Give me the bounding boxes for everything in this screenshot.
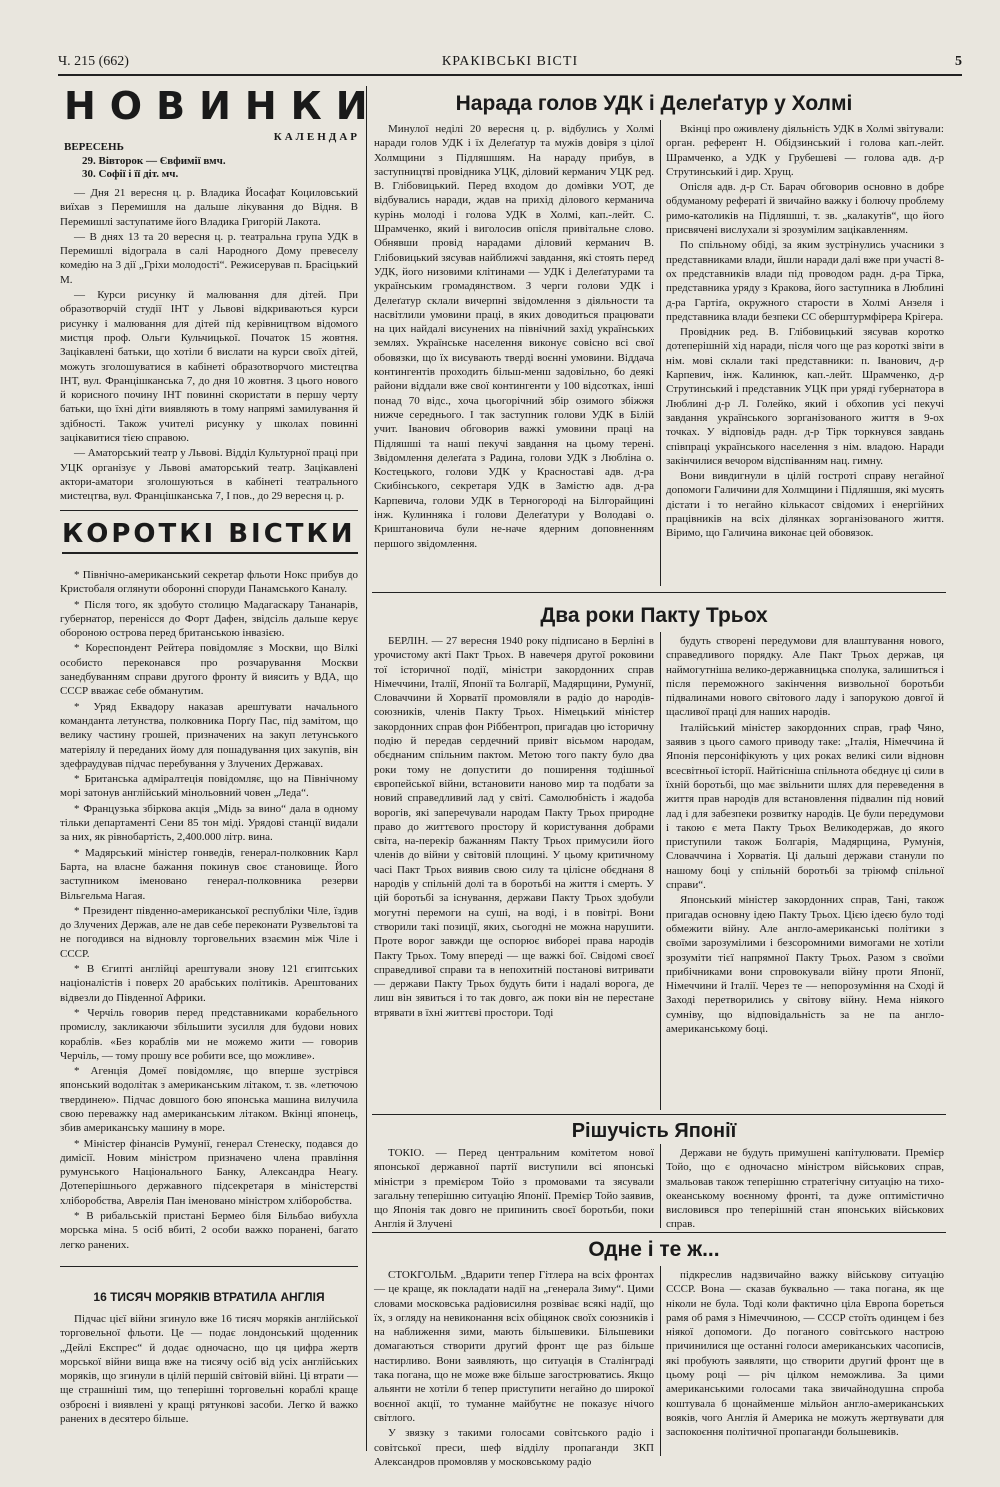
article-paragraph: ТОКІО. — Перед центральним комітетом нової японської державної партії виступили всі японські міністри з премієром Тойо з промовами та зясували загальну теперішню ситуацію Японії. Премієр Тойо заявив, що Японія так довго не припинить своєї боротьби, поки Англія й Злучені xyxy=(374,1147,654,1231)
article-paragraph: Італійський міністер закордонних справ, граф Чяно, заявив з цього самого приводу таке: „Італія, Німеччина й Японія персоніфікують у цих роках великі сили відновн всесвітньої історії. Найтісніша спільнота обєднує ці сили в їхній боротьбі, що має звільнити шлях для переведення в життя прав народів для встановлення підвалин під новий лад і для забезпеки розвитку народів. Це були передумови і такою є мета Пакту Трьох Великодержав, до якого приступили також Болгарія, Мадярщина, Румунія, Словаччина і Хорватія. Ці дальші держави станули по нашому боці у спільній боротьбі за тріюмф спільної справи“. xyxy=(666,721,944,892)
column-divider xyxy=(660,1266,661,1456)
article-paragraph: У звязку з такими голосами совітського радіо і совітської преси, шеф відділу пропаганди ЗКП Александров промовляв у московському радіо xyxy=(374,1427,654,1468)
short-news-item: * Черчіль говорив перед представниками корабельного промислу, закликаючи збільшити зусилля для будови нових кораблів. «Без кораблів ми не можемо жити — говорив Черчіль, — тому прошу все робити все, що можливе». xyxy=(60,1006,358,1062)
article-paragraph: Минулої неділі 20 вересня ц. р. відбулись у Холмі наради голов УДК і їх Делеґатур та мужів довіря з цілої Холмщини з Підляшшям. На нараду прибув, в заступництві провідника УЦК, діловий керманич УЦК ред. В. Глібовицький. Перед входом до домівки УОТ, де відбувались наради, ждав на прихід ділового керманича курінь молоді і голова УДК в Холмі, кап.-лейт. С. Шрамченко, який і виголосив опісля привітальне слово. Обнявши провід нарадами діловий керманич В. Глібовицький зясував найближчі завдання, які стоять перед УДК, його низовими клітинами — УДК і Делеґатурами та українським громадянством. З черги голови УДК і Делеґатур склали вичерпні звідомлення з діяльности та насвітлили умовини праці, в яких доводиться працювати на цих найдалі висунених на північний захід українських землях. Українське населення виконує совісно всі свої обовязки, що їх висувають тверді воєнні умовини. Віддача контингентів проходить більш-менш задовільно, бо деякі райони віддали вже свої контингенти у 100 відсотках, інші понад 70 відс., хоча цьогорічний збір озимого збіжжя нижче середнього. І так заступник голови УДК в Білій учит. Іванович обговорив важкі умовини праці на Підляшші та наші пекучі завдання на цьому терені. Звідомлення делеґата з Радина, голови УДК з Любліна о. Костецького, голови УДК у Красноставі адв. д-ра Скибінського, секретаря УДК в Замістю адв. д-ра Карпевича, голови УДК в Терногороді на Білгорайщині інж. Кулинняка і голови Делеґатури у Володаві о. Криштановича були не-наче ядерним доповненням першого звідомлення. xyxy=(374,123,654,550)
novynky-text xyxy=(60,186,358,503)
page-number: 5 xyxy=(955,54,962,69)
column-divider xyxy=(660,1144,661,1228)
article-paragraph: Провідник ред. В. Глібовицький зясував коротко дотеперішній хід наради, після чого ще раз короткі звіти в нім. мові склали такі представники: п. Іванович, д-р Карпевич, інж. Калинюк, кап.-лейт. Шрамченко, д-р Струтинський і представник УЦК при уряді губернатора в Люблині д-р Л. Голейко, який і обхопив усі пекучі завдання українського зорганізованого життя в 9-ох точках. У відповідь радн. д-р Тірк торкнувся завдань співпраці українського населення з нім. владою. Наради закінчилися вечором відспіванням нац. гимну. xyxy=(666,326,944,467)
section-divider xyxy=(372,1114,946,1115)
short-news-item: * Президент південно-американської республіки Чіле, їздив до Злучених Держав, але не дав себе переконати Рузвельтові та не погодився на відновлу торговельних взаємин між Чіле і СССР. xyxy=(60,904,358,960)
short-news-item: * Північно-американський секретар фльоти Нокс прибув до Кристобаля оглянути оборонні споруди Панамського Каналу. xyxy=(60,569,358,596)
narada-title: Нарада голов УДК і Делеґатур у Холмі xyxy=(455,92,853,115)
news-item: — Дня 21 вересня ц. р. Владика Йосафат Коциловський виїхав з Перемишля на дальше лікування до Відня. В Перемишлі заступатиме його Владика Григорій Лакота. xyxy=(60,187,358,228)
short-news-item: * В Єгипті англійці арештували знову 121 єгиптських націоналістів і поверх 20 арабських політиків. Арештованих відвезли до Південної Африки. xyxy=(60,963,358,1004)
article-paragraph: підкреслив надзвичайно важку військову ситуацію СССР. Вона — сказав буквально — така погана, як ще ніколи не була. Тоді коли фактично ціла Европа бореться рамя об рамя з Німеччиною, — СССР стоїть одинцем і без ніякої допомоги. До поганого совітського настрою причинилися ще останні голоси американських часописів, які пробують заявляти, що створити другий фронт ще в цьому році — річ цілком неможлива. За цими американськими голосами така звичайнодушна спроба коштувала б щонайменше мільйон англо-американських вояків, чого Англія й Америка не можуть жертвувати для заспокоєння політичної пропаганди большевиків. xyxy=(666,1269,944,1439)
japan-title: Рішучість Японії xyxy=(571,1120,737,1142)
column-divider xyxy=(660,632,661,1110)
japan-col1 xyxy=(374,1146,654,1231)
pact-title: Два роки Пакту Трьох xyxy=(540,604,768,627)
pact-col1 xyxy=(374,634,654,1108)
korotki-title: КОРОТКІ ВІСТКИ xyxy=(62,516,358,554)
section-divider xyxy=(372,592,946,593)
article-paragraph: Держави не будуть примушені капітулювати. Премієр Тойо, що є одночасно міністром військових справ, змальовав також теперішню стратегічну ситуацію на тихо-океанському воєнному фронті, та дуже оптимістично висловився про теперішній стан японських військових справ. xyxy=(666,1147,944,1231)
short-news-item: * Після того, як здобуто столицю Мадагаскару Тананарів, губернатор, перенісся до Форт Дафен, звідсіль дальше керує обороною острова перед британською інвазією. xyxy=(60,598,358,640)
calendar-day: 29. Вівторок — Євфимії вмч. xyxy=(82,155,226,167)
section-divider xyxy=(372,1232,946,1233)
pact-col2 xyxy=(666,634,944,1108)
column-divider xyxy=(366,86,367,1451)
novynky-title: НОВИНКИ xyxy=(64,84,382,128)
calendar-day: 30. Софії і її діт. мч. xyxy=(82,168,179,180)
same-title: Одне і те ж... xyxy=(588,1238,720,1261)
article-paragraph: СТОКГОЛЬМ. „Вдарити тепер Гітлера на всіх фронтах — це краще, як покладати надії на „генерала Зиму“. Цими словами московська радіовисилня розвіває всякі надії, що їх, з огляду на невиконання всіх обіцянок своїх союзників і на наближення зими, мають більшевики. Більшевики домагаються створити другий фронт ще раз більше настирливо. Вони заявляють, що ситуація в Сталінграді така погана, що не може вже більше загострюватись. Якщо альянти не хотіли б тепер приступити негайно до широкої воєнної акції, то туманне майбутнє не показує нічого світлого. xyxy=(374,1269,654,1424)
same-col1 xyxy=(374,1268,654,1468)
calendar-title: КАЛЕНДАР xyxy=(273,131,360,143)
article-paragraph: По спільному обіді, за яким зустрінулись учасники з представниками влади, йшли наради далі вже при участі 8-ох представників влади під проводом радн. д-ра Тірка, представника уряду з Кракова, його заступника в Люблині д-ра Гартіґа, окружного старости в Холмі Анзеля і представника влади безпеки СС оберштурмфірера Крігера. xyxy=(666,239,944,323)
article-paragraph: Вкінці про оживлену діяльність УДК в Холмі звітували: орган. референт Н. Обідзинський і голова кап.-лейт. Шрамченко, а УДК у Грубешеві — голова адв. д-р Струтинський і дир. Хрущ. xyxy=(666,123,944,178)
short-news-item: * Французька збіркова акція „Мідь за вино“ дала в одному тільки департаменті Сени 85 тон міді. Урядові станції видали за них, як рівнобартість, 2,400.000 літр. вина. xyxy=(60,802,358,844)
article-paragraph: Вони вивдигнули в цілій гостроті справу негайної допомоги Галичини для Холмщини і Підляшшя, які мусять дістати і то негайно кількасот свідомих і енергійних працівників на всіх ділянках зорганізованого життя. Віримо, що Галичина виконає цей обовязок. xyxy=(666,470,944,540)
short-news-item: * В рибальській пристані Бермео біля Більбао вибухла морська міна. 5 осіб вбиті, 2 особи важко поранені, багато легко ранених. xyxy=(60,1210,358,1251)
article-paragraph: БЕРЛІН. — 27 вересня 1940 року підписано в Берліні в урочистому акті Пакт Трьох. В навечеря другої роковини тої історичної події, міністри закордонних справ Німеччини, Італії, Японії та Болгарії, Мадярщини, Румунії, Словаччини й Хорватії промовляли в радіо до народів-союзників, членів Пакту Трьох. Німецький міністер закордонних справ фон Ріббентроп, пригадав цю історичну подію й передав сердечний привіт вісьмом народам, обєднаним спільним пактом. Метою того пакту було два роки тому не допустити до поширення тодішньої європейської війни, встановити наново мир та подбати за новий справедливий лад у світі. Самолюбність і жадоба ворогів, які заперечували народам Пакту Трьох природне право до життєвого простору й користування добрами світа, на-перекір бажанням Пакту Трьох примусили його членів до війни у світовій площині. У цьому критичному часі Пакт Трьох виявив свою силу та цілісне обєднаня 8 народів у спільній долі та в боротьбі на життя і смерть. У цій боротьбі за існування, держави Пакту Трьох здобули могутні перемоги на суші, на воді, і в повітрі. Вони створили такі позиції, яких, сьогодні не можна нарушити. Проте ворог завжди ще оспорює вибореі права народів Пакту Трьох. Тому впереді — ще важкі бої. Свідомі своєї справедливої справи та в непохитній постанові витривати — держави Пакту Трьох будуть бити і надалі ворога, де лиш він зявиться і то так довго, аж поки він не перестане втрявати в їхні життєві простори. Тоді xyxy=(374,635,654,1019)
news-item: — Курси рисунку й малювання для дітей. При образотворчій студії ІНТ у Львові відкриваються курси рисунку і малювання для дітей під керівництвом відомого мистця проф. Ольги Кульчицької. Початок 15 жовтня. Зацікавлені батьки, що хотіли б вислати на курси своїх дітей, можуть зголошуватися в кабінеті образотворчого мистецтва ІНТ, вул. Францішканська 7, до дня 10 жовтня. З цього нового й корисного почину ІНТ повинні скористати в першу черту батьки, що їхні діти виявляють в тому напрямі замилування й здібності. Також учителі рисунку у школах повинні зацікавитися тією справою. xyxy=(60,289,358,445)
news-item: — Аматорський театр у Львові. Відділ Культурної праці при УЦК організує у Львові аматорський театр. Зацікавлені актори-аматори зголошуються в кабінеті театрального мистецтва, вул. Францішканська 7, І пов., до 29 вересня ц. р. xyxy=(60,447,358,503)
narada-col2 xyxy=(666,122,944,584)
same-col2 xyxy=(666,1268,944,1458)
news-item: — В днях 13 та 20 вересня ц. р. театральна група УДК в Перемишлі відограла в салі Народного Дому превеселу комедію на 3 дії „Гріхи молодості“. Режисерував п. Брасіцький М. xyxy=(60,230,358,286)
column-divider xyxy=(660,120,661,586)
article-paragraph: Японський міністер закордонних справ, Тані, також пригадав основну ідею Пакту Трьох. Цією ідеєю було тоді обмежити війну. Але англо-американські політики з своїми зарозумілими і безсоромними вимогами не хотіли зрозуміти тієї напрямної Пакту Трьох. Разом з своїми прибічниками вони спровокували війну проти Японії, Німеччини й Італії. Через те — непорозуміння на Сході й Заході перетворились у світову війну. Нема ніякого сумніву, що відповідальність за не па англо-американському боці. xyxy=(666,894,944,1036)
issue-number: Ч. 215 (662) xyxy=(58,54,129,69)
short-news-item: * Уряд Еквадору наказав арештувати начального команданта летунства, полковника Порґу Пас, під замітом, що велику частину грошей, призначених на закуп летунського матеріялу й переданих йому для пошадування цих закупів, він здефраудував підчас перебування у Злучених Державах. xyxy=(60,700,358,770)
short-news-item: * Мадярський міністер гонведів, генерал-полковник Карл Барта, на власне бажання покинув своє становище. Його заступником іменовано генерал-полковника резерви Вільгельма Нагая. xyxy=(60,846,358,902)
japan-col2 xyxy=(666,1146,944,1231)
sailors-title: 16 ТИСЯЧ МОРЯКІВ ВТРАТИЛА АНГЛІЯ xyxy=(93,1290,325,1304)
article-paragraph: Підчас цієї війни згинуло вже 16 тисяч моряків англійської торговельної фльоти. Це — подає лондонський щоденник „Дейлі Експрес“ й додає одночасно, що ця цифра жертв морської війни вища вже на тисячу осіб від усіх англійських моряків, що згинули в цілій першій світовій війні. Ці втрати — ще страшніші тим, що теперішні торговельні кораблі краще озброєні і виявлені у кращі рятункові засоби. Легко й важко ранених в десятеро більше. xyxy=(60,1313,358,1426)
section-divider xyxy=(60,1266,358,1267)
short-news-item: * Кореспондент Рейтера повідомляє з Москви, що Вілкі особисто переконався про розчарування Москви занедбуванням справи другого фронту й виясить у ВДА, що СССР вважає себе обманутим. xyxy=(60,642,358,698)
narada-col1 xyxy=(374,122,654,584)
korotki-text xyxy=(60,568,358,1258)
sailors-text xyxy=(60,1312,358,1452)
newspaper-name: КРАКІВСЬКІ ВІСТІ xyxy=(441,54,579,69)
calendar-month: ВЕРЕСЕНЬ xyxy=(64,141,124,153)
page-header xyxy=(58,52,962,76)
short-news-item: * Британська адміралтеція повідомляє, що на Північному морі затонув англійський мінольовний човен „Леда“. xyxy=(60,773,358,800)
article-paragraph: Опісля адв. д-р Ст. Барач обговорив основно в добре обдуманому рефераті й звичайно важку і болючу проблему римо-католиків на Підляшші, т. зв. „калакутів“, що його присвячені вислухали зі зрозумілим зацікавленням. xyxy=(666,181,944,237)
section-divider xyxy=(60,510,358,511)
short-news-item: * Агенція Домеї повідомляє, що вперше зустрівся японський водолітак з американським літаком, т. зв. «летючою твердинею». Підчас довшого бою японська машина вилучила свою переважку над американським літаком. Вкінці японець, збив американську машину в море. xyxy=(60,1065,358,1135)
article-paragraph: будуть створені передумови для влаштування нового, справедливого порядку. Але Пакт Трьох держав, ця наймогутніша велико-державницька сполука, залишиться і після переможного закінчення визвольної боротьби підвалинами нового світового ладу і запорукою довгої й щасливої праці для наших народів. xyxy=(666,635,944,719)
short-news-item: * Міністер фінансів Румунії, генерал Стенеску, подався до димісії. Новим міністром призначено члена правління румунського Національного Банку, Александра Неагу. Дотеперішнього державного підсекретаря в міністерстві хліборобства, Аврелія Пан іменовано міністром хліборобства. xyxy=(60,1137,358,1207)
